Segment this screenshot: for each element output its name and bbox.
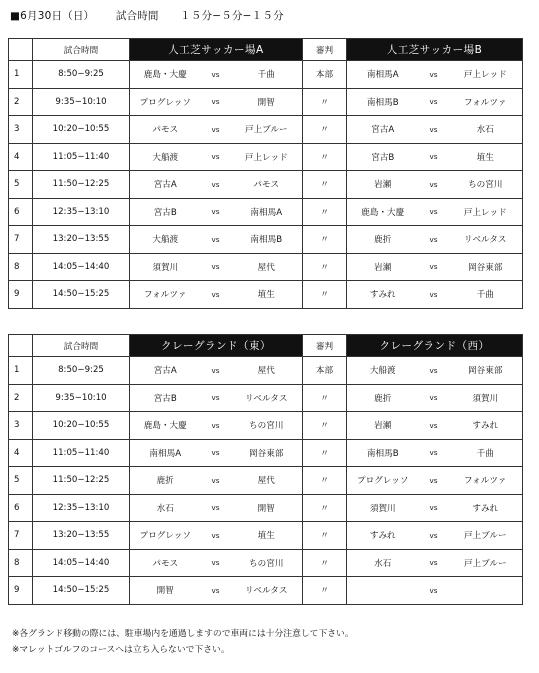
note-parking: ※各グランド移動の際には、駐車場内を通過しますので車両には十分注意して下さい。 <box>12 629 354 639</box>
vs-label: vs <box>201 143 231 171</box>
vs-label: vs <box>419 549 449 577</box>
team-home: フォルツァ <box>130 281 201 309</box>
vs-label: vs <box>419 116 449 144</box>
team-home: 水石 <box>347 549 419 577</box>
referee: 〃 <box>303 384 347 412</box>
match-number: 8 <box>9 549 33 577</box>
match-time: 9:35−10:10 <box>33 384 130 412</box>
match-time: 11:05−11:40 <box>33 143 130 171</box>
team-home: 須賀川 <box>130 253 201 281</box>
vs-label: vs <box>201 439 231 467</box>
team-away: 岡谷東部 <box>231 439 303 467</box>
match-time: 14:05−14:40 <box>33 253 130 281</box>
match-number: 3 <box>9 116 33 144</box>
table-row <box>9 143 523 171</box>
table-row <box>9 198 523 226</box>
vs-label: vs <box>419 577 449 605</box>
team-home: 岩瀬 <box>347 171 419 199</box>
team-away: 屋代 <box>231 253 303 281</box>
match-number: 3 <box>9 412 33 440</box>
team-home <box>347 577 419 605</box>
team-away: 戸上レッド <box>449 198 523 226</box>
referee: 〃 <box>303 143 347 171</box>
table-row <box>9 171 523 199</box>
table-row <box>9 253 523 281</box>
table-row <box>9 577 523 605</box>
vs-label: vs <box>419 281 449 309</box>
match-number: 6 <box>9 198 33 226</box>
match-time: 14:50−15:25 <box>33 577 130 605</box>
team-home: プログレッソ <box>130 522 201 550</box>
team-away: 埴生 <box>231 522 303 550</box>
match-time: 10:20−10:55 <box>33 116 130 144</box>
referee: 〃 <box>303 88 347 116</box>
referee-header: 審判 <box>303 39 347 61</box>
team-away: 戸上ブルー <box>449 549 523 577</box>
team-home: 鹿島・大慶 <box>130 61 201 89</box>
vs-label: vs <box>201 384 231 412</box>
vs-label: vs <box>201 116 231 144</box>
referee: 〃 <box>303 226 347 254</box>
referee: 〃 <box>303 198 347 226</box>
table-row <box>9 439 523 467</box>
match-time: 11:05−11:40 <box>33 439 130 467</box>
team-home: すみれ <box>347 522 419 550</box>
team-home: 大船渡 <box>130 143 201 171</box>
vs-label: vs <box>419 467 449 495</box>
vs-label: vs <box>419 171 449 199</box>
field-a-header: 人工芝サッカー場A <box>130 39 303 61</box>
table-row <box>9 412 523 440</box>
notes <box>12 626 354 658</box>
team-home: 宮古A <box>347 116 419 144</box>
vs-label: vs <box>419 61 449 89</box>
table-row <box>9 357 523 385</box>
team-home: 鹿島・大慶 <box>347 198 419 226</box>
team-home: 須賀川 <box>347 494 419 522</box>
team-home: 南相馬A <box>347 61 419 89</box>
match-time: 9:35−10:10 <box>33 88 130 116</box>
team-away: パモス <box>231 171 303 199</box>
team-away: ちの宮川 <box>449 171 523 199</box>
team-away: 開智 <box>231 494 303 522</box>
referee: 〃 <box>303 116 347 144</box>
team-away: すみれ <box>449 412 523 440</box>
vs-label: vs <box>419 494 449 522</box>
vs-label: vs <box>201 171 231 199</box>
team-home: 宮古B <box>130 198 201 226</box>
referee: 〃 <box>303 494 347 522</box>
team-away <box>449 577 523 605</box>
team-away: 戸上ブルー <box>231 116 303 144</box>
vs-label: vs <box>419 384 449 412</box>
schedule-table-clay-ground <box>8 334 523 605</box>
table-row <box>9 494 523 522</box>
referee: 〃 <box>303 439 347 467</box>
referee: 〃 <box>303 253 347 281</box>
team-home: 岩瀬 <box>347 253 419 281</box>
team-home: 鹿折 <box>347 226 419 254</box>
team-home: 大船渡 <box>347 357 419 385</box>
referee: 〃 <box>303 412 347 440</box>
team-away: 千曲 <box>449 281 523 309</box>
match-number: 2 <box>9 88 33 116</box>
match-number: 7 <box>9 226 33 254</box>
team-away: リベルタス <box>449 226 523 254</box>
table-row <box>9 467 523 495</box>
team-away: 開智 <box>231 88 303 116</box>
match-number: 4 <box>9 143 33 171</box>
vs-label: vs <box>201 253 231 281</box>
team-away: リベルタス <box>231 577 303 605</box>
team-away: 岡谷東部 <box>449 253 523 281</box>
vs-label: vs <box>201 549 231 577</box>
field-east-header: クレーグランド（東） <box>130 335 303 357</box>
vs-label: vs <box>201 577 231 605</box>
match-number: 9 <box>9 577 33 605</box>
match-number: 6 <box>9 494 33 522</box>
team-away: 戸上レッド <box>449 61 523 89</box>
team-away: 岡谷東部 <box>449 357 523 385</box>
match-time: 13:20−13:55 <box>33 522 130 550</box>
vs-label: vs <box>201 412 231 440</box>
table-row <box>9 281 523 309</box>
vs-label: vs <box>419 253 449 281</box>
team-home: 鹿折 <box>347 384 419 412</box>
team-away: フォルツァ <box>449 88 523 116</box>
match-number: 9 <box>9 281 33 309</box>
match-number: 4 <box>9 439 33 467</box>
table-header-row <box>9 39 523 61</box>
referee: 本部 <box>303 357 347 385</box>
table-row <box>9 226 523 254</box>
match-time: 12:35−13:10 <box>33 494 130 522</box>
table-row <box>9 88 523 116</box>
team-home: 鹿折 <box>130 467 201 495</box>
match-time: 11:50−12:25 <box>33 467 130 495</box>
team-home: プログレッソ <box>347 467 419 495</box>
referee: 本部 <box>303 61 347 89</box>
team-home: 南相馬B <box>347 88 419 116</box>
match-time: 11:50−12:25 <box>33 171 130 199</box>
team-home: 鹿島・大慶 <box>130 412 201 440</box>
match-time: 8:50−9:25 <box>33 357 130 385</box>
match-number: 7 <box>9 522 33 550</box>
team-away: 南相馬B <box>231 226 303 254</box>
match-date: ■6月30日（日） <box>10 10 95 22</box>
team-home: 宮古B <box>347 143 419 171</box>
number-header <box>9 335 33 357</box>
team-away: 屋代 <box>231 467 303 495</box>
match-time: 12:35−13:10 <box>33 198 130 226</box>
vs-label: vs <box>201 88 231 116</box>
vs-label: vs <box>201 198 231 226</box>
team-away: 戸上レッド <box>231 143 303 171</box>
team-home: 南相馬B <box>347 439 419 467</box>
team-home: 宮古B <box>130 384 201 412</box>
vs-label: vs <box>201 226 231 254</box>
team-home: 宮古A <box>130 171 201 199</box>
match-number: 1 <box>9 61 33 89</box>
table-header-row <box>9 335 523 357</box>
match-number: 5 <box>9 171 33 199</box>
match-number: 5 <box>9 467 33 495</box>
team-home: 宮古A <box>130 357 201 385</box>
team-home: プログレッソ <box>130 88 201 116</box>
match-time: 13:20−13:55 <box>33 226 130 254</box>
team-home: パモス <box>130 116 201 144</box>
team-home: 開智 <box>130 577 201 605</box>
team-away: ちの宮川 <box>231 412 303 440</box>
field-west-header: クレーグランド（西） <box>347 335 523 357</box>
team-away: 埴生 <box>449 143 523 171</box>
team-home: すみれ <box>347 281 419 309</box>
table-row <box>9 384 523 412</box>
note-mallet-golf: ※マレットゴルフのコースへは立ち入らないで下さい。 <box>12 645 230 655</box>
vs-label: vs <box>201 522 231 550</box>
table-row <box>9 522 523 550</box>
referee: 〃 <box>303 522 347 550</box>
match-duration: １５分−５分−１５分 <box>180 10 284 22</box>
referee: 〃 <box>303 171 347 199</box>
vs-label: vs <box>419 226 449 254</box>
vs-label: vs <box>201 494 231 522</box>
table-row <box>9 116 523 144</box>
vs-label: vs <box>419 439 449 467</box>
duration-label: 試合時間 <box>115 10 159 22</box>
vs-label: vs <box>201 61 231 89</box>
referee: 〃 <box>303 577 347 605</box>
match-time: 14:50−15:25 <box>33 281 130 309</box>
team-home: パモス <box>130 549 201 577</box>
match-number: 2 <box>9 384 33 412</box>
vs-label: vs <box>201 467 231 495</box>
field-b-header: 人工芝サッカー場B <box>347 39 523 61</box>
match-time: 14:05−14:40 <box>33 549 130 577</box>
time-header: 試合時間 <box>33 335 130 357</box>
team-away: 水石 <box>449 116 523 144</box>
time-header: 試合時間 <box>33 39 130 61</box>
team-away: ちの宮川 <box>231 549 303 577</box>
match-number: 8 <box>9 253 33 281</box>
team-away: 千曲 <box>231 61 303 89</box>
vs-label: vs <box>419 522 449 550</box>
table-row <box>9 549 523 577</box>
team-away: 須賀川 <box>449 384 523 412</box>
team-home: 岩瀬 <box>347 412 419 440</box>
referee-header: 審判 <box>303 335 347 357</box>
match-number: 1 <box>9 357 33 385</box>
match-time: 10:20−10:55 <box>33 412 130 440</box>
team-home: 水石 <box>130 494 201 522</box>
number-header <box>9 39 33 61</box>
schedule-table-artificial-turf <box>8 38 523 309</box>
team-away: 千曲 <box>449 439 523 467</box>
vs-label: vs <box>419 88 449 116</box>
team-away: 屋代 <box>231 357 303 385</box>
vs-label: vs <box>201 357 231 385</box>
team-away: すみれ <box>449 494 523 522</box>
team-home: 南相馬A <box>130 439 201 467</box>
team-away: リベルタス <box>231 384 303 412</box>
team-away: 埴生 <box>231 281 303 309</box>
table-row <box>9 61 523 89</box>
referee: 〃 <box>303 549 347 577</box>
schedule-header <box>10 8 302 24</box>
team-away: 南相馬A <box>231 198 303 226</box>
match-time: 8:50−9:25 <box>33 61 130 89</box>
vs-label: vs <box>419 357 449 385</box>
team-home: 大船渡 <box>130 226 201 254</box>
referee: 〃 <box>303 281 347 309</box>
vs-label: vs <box>419 143 449 171</box>
team-away: 戸上ブルー <box>449 522 523 550</box>
vs-label: vs <box>419 198 449 226</box>
referee: 〃 <box>303 467 347 495</box>
vs-label: vs <box>419 412 449 440</box>
vs-label: vs <box>201 281 231 309</box>
team-away: フォルツァ <box>449 467 523 495</box>
